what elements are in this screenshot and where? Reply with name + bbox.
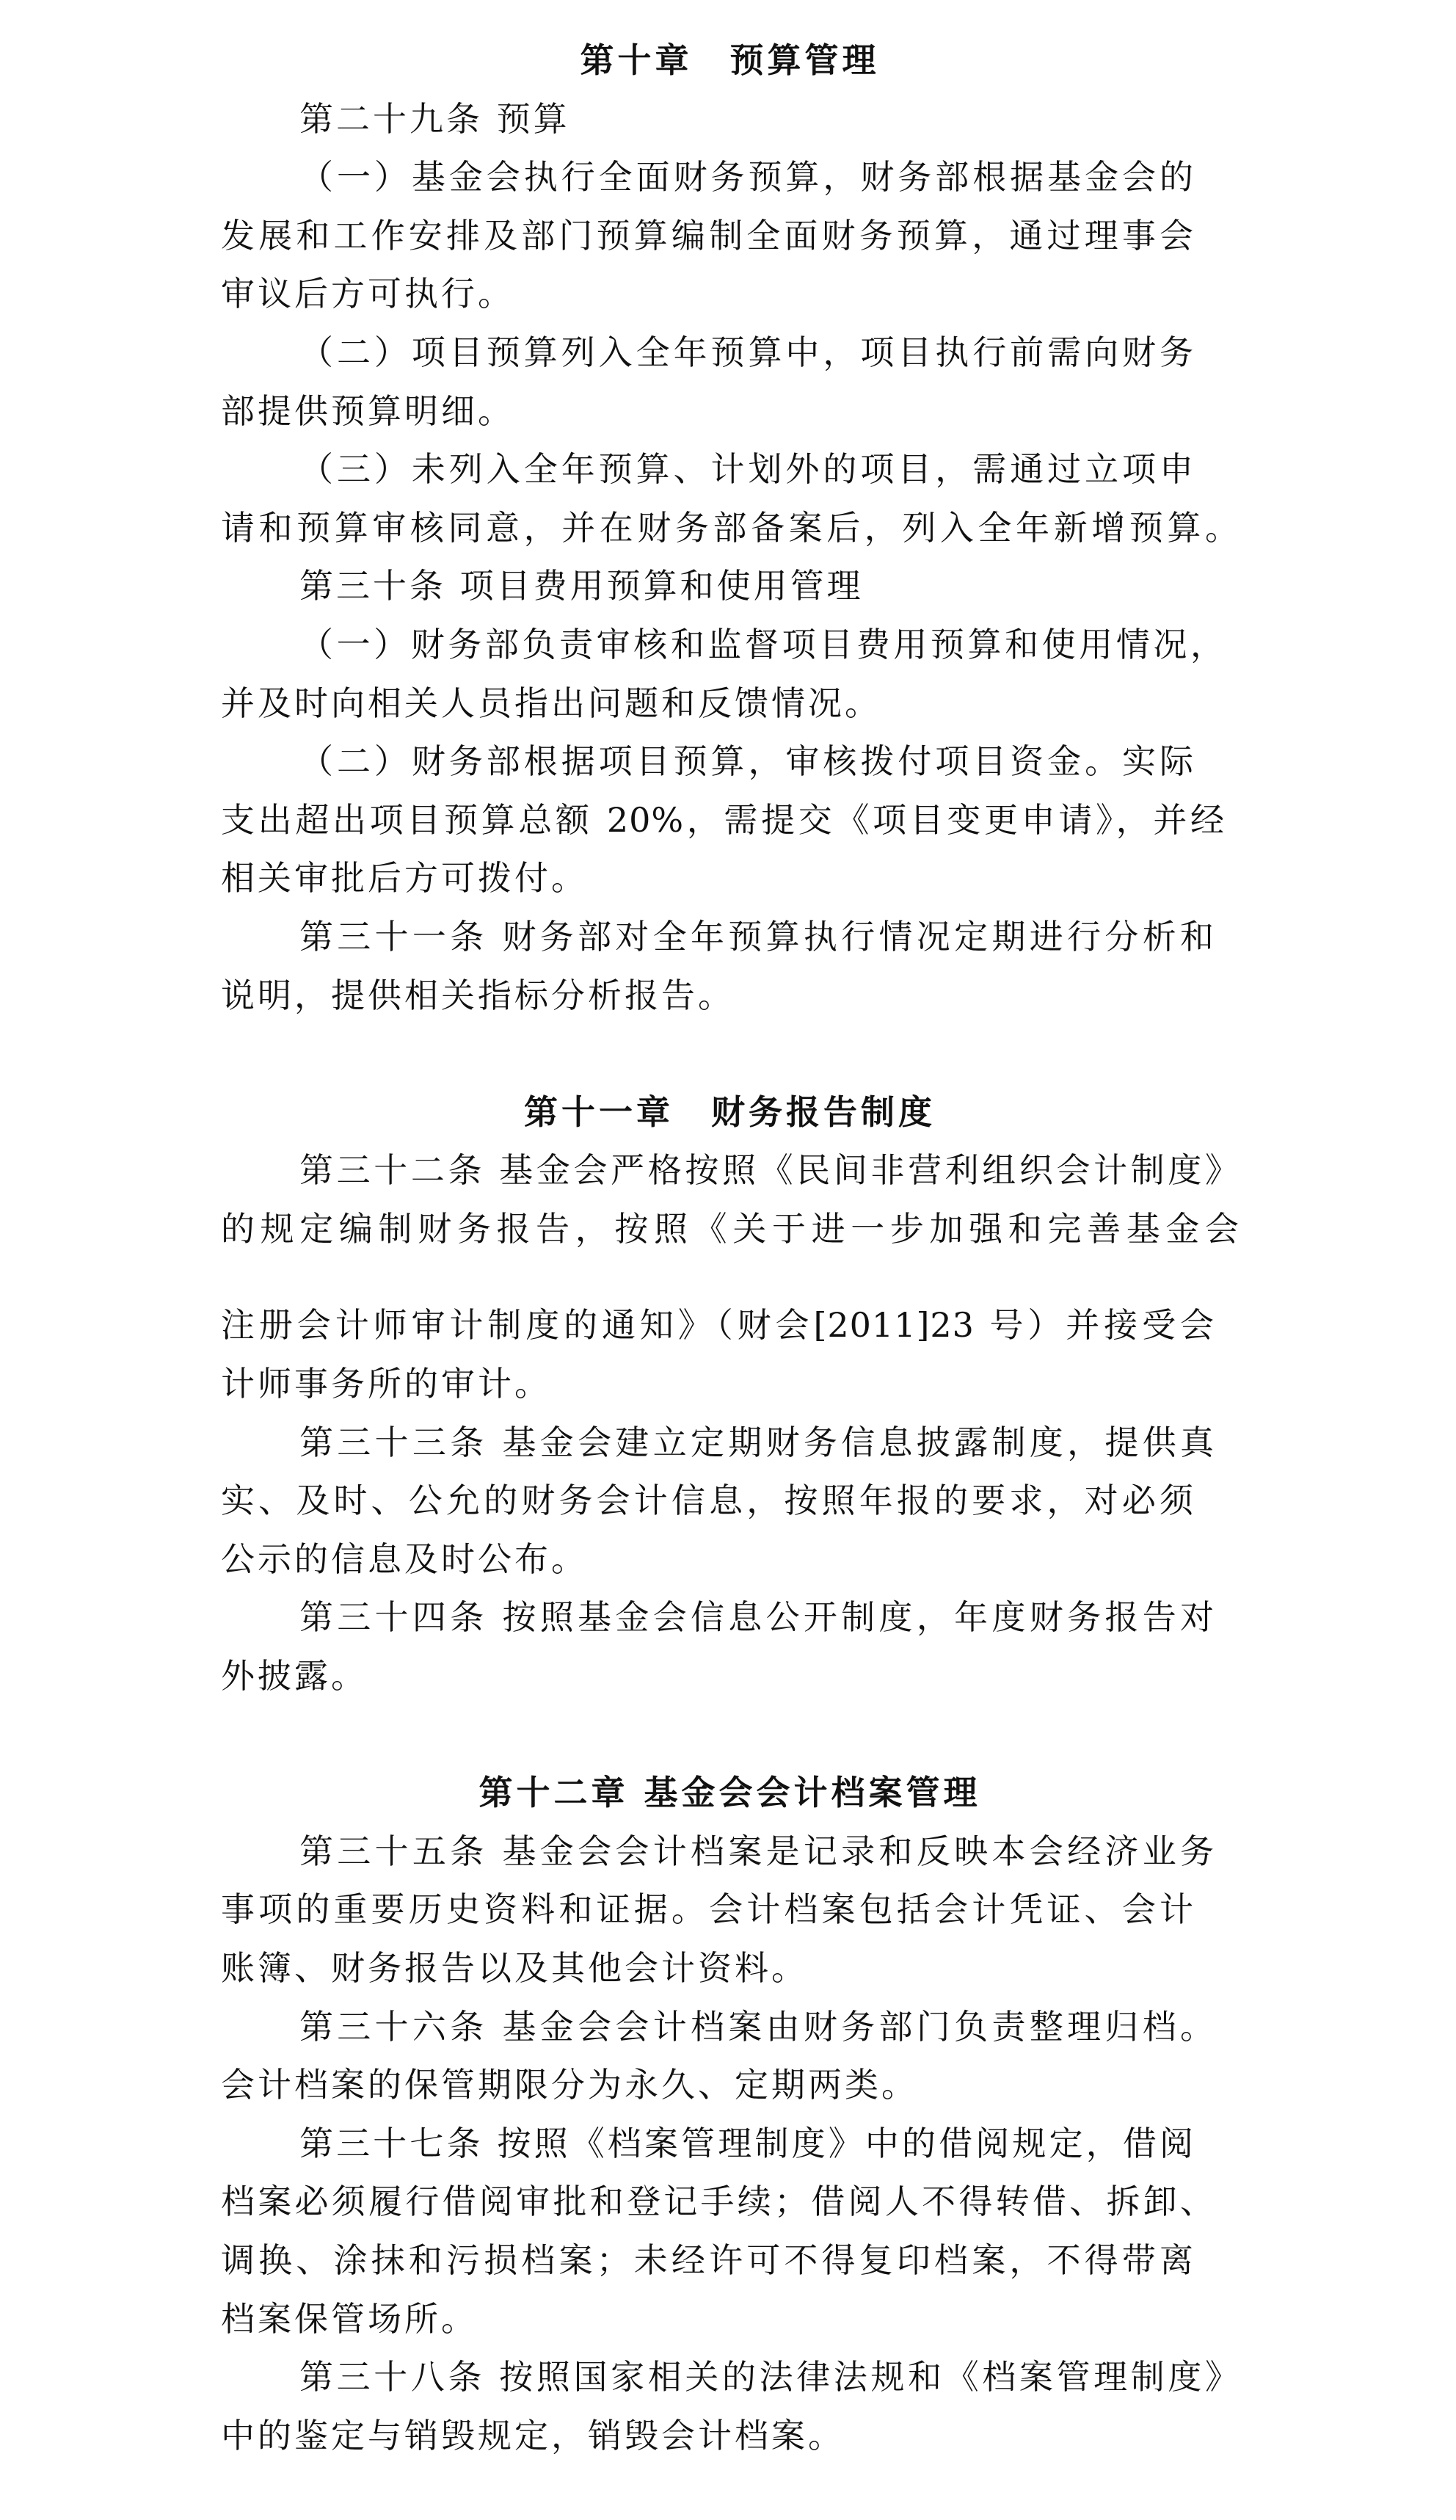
text-line: 事项的重要历史资料和证据。会计档案包括会计凭证、会计 (221, 1889, 1194, 1930)
text-line: 第三十三条 基金会建立定期财务信息披露制度，提供真 (299, 1422, 1215, 1462)
article-clause (221, 733, 1240, 908)
text-line: 第三十一条 财务部对全年预算执行情况定期进行分析和 (299, 916, 1215, 956)
article-clause (221, 440, 1240, 557)
text-line: 相关审批后方可拨付。 (221, 858, 588, 898)
article-paragraph (221, 1823, 1240, 1998)
article-paragraph (221, 2115, 1240, 2348)
text-line: 请和预算审核同意，并在财务部备案后，列入全年新增预算。 (221, 507, 1240, 548)
text-line: 部提供预算明细。 (221, 391, 514, 431)
text-line: 并及时向相关人员指出问题和反馈情况。 (221, 683, 881, 723)
text-line: 账簿、财务报告以及其他会计资料。 (221, 1948, 808, 1988)
article-paragraph (221, 908, 1240, 1025)
chapter-title: 第十章 预算管理 (580, 40, 880, 80)
text-line: 档案保管场所。 (221, 2298, 478, 2339)
text-line: 中的鉴定与销毁规定，销毁会计档案。 (221, 2415, 845, 2455)
text-line: 第三十五条 基金会会计档案是记录和反映本会经济业务 (299, 1831, 1215, 1871)
text-line: 第三十条 项目费用预算和使用管理 (299, 566, 864, 606)
text-line: 第三十二条 基金会严格按照《民间非营利组织会计制度》 (299, 1150, 1240, 1191)
chapter-title: 第十一章 财务报告制度 (524, 1092, 936, 1132)
article-paragraph (221, 1588, 1240, 1705)
text-line: 第二十九条 预算 (299, 98, 570, 139)
text-line: 审议后方可执行。 (221, 274, 514, 314)
article-clause (221, 324, 1240, 440)
text-line: 会计档案的保管期限分为永久、定期两类。 (221, 2065, 918, 2105)
text-line: （二）财务部根据项目预算，审核拨付项目资金。实际 (299, 741, 1194, 782)
text-line: 第三十四条 按照基金会信息公开制度，年度财务报告对 (299, 1597, 1215, 1638)
article-paragraph (221, 1998, 1240, 2115)
article-paragraph (221, 1141, 1240, 1413)
text-line: 第三十八条 按照国家相关的法律法规和《档案管理制度》 (299, 2357, 1240, 2397)
text-line: （一）财务部负责审核和监督项目费用预算和使用情况， (299, 624, 1225, 664)
article-heading (221, 90, 1240, 149)
page-break-gap (221, 1258, 1240, 1296)
article-paragraph (221, 2348, 1240, 2465)
article-clause (221, 616, 1240, 733)
text-line: 注册会计师审计制度的通知》（财会[2011]23 号）并接受会 (221, 1305, 1215, 1346)
chapter-title: 第十二章 基金会会计档案管理 (478, 1773, 981, 1813)
document-page (0, 32, 1456, 2465)
document-body (221, 32, 1240, 2465)
text-line: 第三十六条 基金会会计档案由财务部门负责整理归档。 (299, 2006, 1215, 2047)
chapter-11 (221, 1083, 1240, 1706)
text-line: （二）项目预算列入全年预算中，项目执行前需向财务 (299, 332, 1194, 372)
text-line: 档案必须履行借阅审批和登记手续；借阅人不得转借、拆卸、 (221, 2182, 1215, 2222)
text-line: 说明，提供相关指标分析报告。 (221, 975, 735, 1015)
chapter-10 (221, 32, 1240, 1025)
article-clause (221, 148, 1240, 324)
text-line: 发展和工作安排及部门预算编制全面财务预算，通过理事会 (221, 215, 1194, 255)
text-line: 支出超出项目预算总额 20%，需提交《项目变更申请》，并经 (221, 799, 1225, 840)
text-line: （三）未列入全年预算、计划外的项目，需通过立项申 (299, 449, 1194, 490)
text-line: 调换、涂抹和污损档案；未经许可不得复印档案，不得带离 (221, 2240, 1194, 2280)
text-line: 实、及时、公允的财务会计信息，按照年报的要求，对必须 (221, 1481, 1194, 1521)
text-line: 计师事务所的审计。 (221, 1364, 551, 1404)
article-paragraph (221, 1414, 1240, 1589)
text-line: 的规定编制财务报告，按照《关于进一步加强和完善基金会 (221, 1208, 1240, 1249)
text-line: （一）基金会执行全面财务预算，财务部根据基金会的 (299, 157, 1194, 197)
chapter-12 (221, 1764, 1240, 2465)
article-heading (221, 557, 1240, 616)
text-line: 第三十七条 按照《档案管理制度》中的借阅规定，借阅 (299, 2123, 1194, 2163)
text-line: 外披露。 (221, 1656, 368, 1696)
text-line: 公示的信息及时公布。 (221, 1539, 588, 1579)
